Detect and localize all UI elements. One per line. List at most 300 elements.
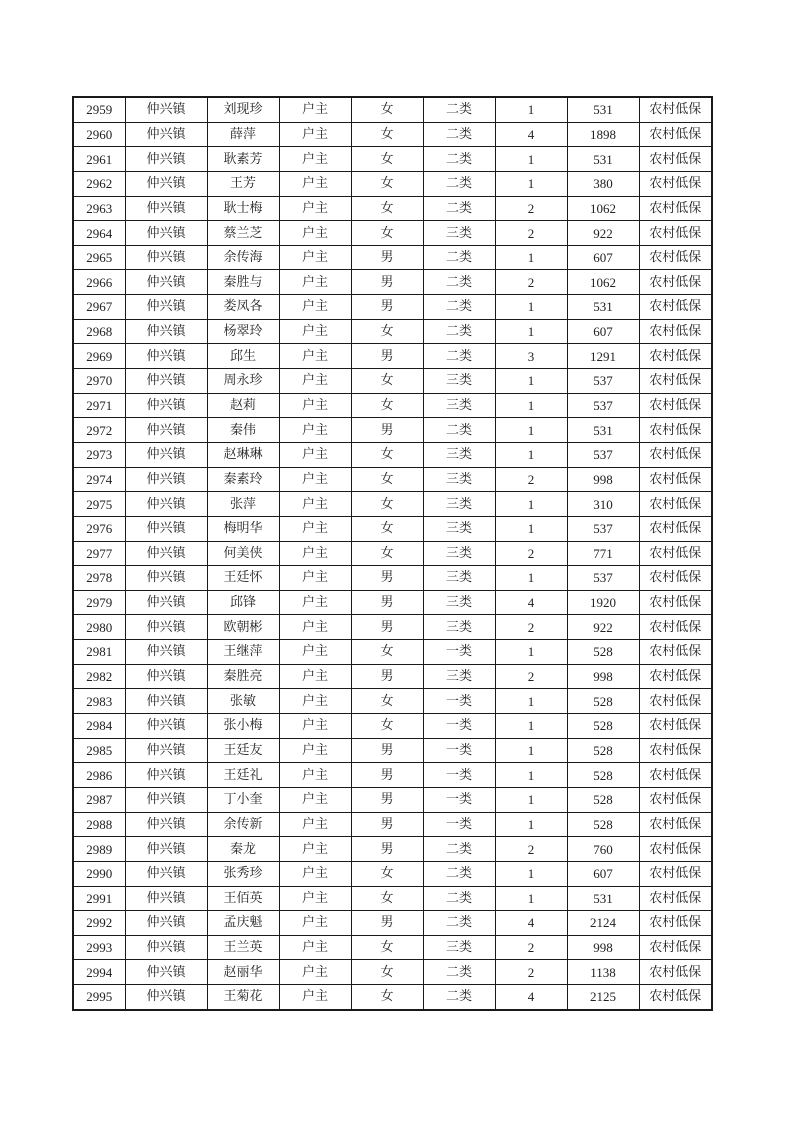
household-size-cell: 1 <box>495 861 567 886</box>
amount-cell: 998 <box>567 935 639 960</box>
category-cell: 三类 <box>423 467 495 492</box>
category-cell: 二类 <box>423 171 495 196</box>
household-size-cell: 1 <box>495 714 567 739</box>
amount-cell: 310 <box>567 492 639 517</box>
assistance-type-cell: 农村低保 <box>639 147 712 172</box>
household-size-cell: 4 <box>495 122 567 147</box>
assistance-type-cell: 农村低保 <box>639 369 712 394</box>
category-cell: 二类 <box>423 985 495 1010</box>
assistance-type-cell: 农村低保 <box>639 837 712 862</box>
gender-cell: 男 <box>351 763 423 788</box>
assistance-type-cell: 农村低保 <box>639 886 712 911</box>
relation-cell: 户主 <box>279 344 351 369</box>
household-size-cell: 1 <box>495 245 567 270</box>
person-name-cell: 蔡兰芝 <box>207 221 279 246</box>
town-cell: 仲兴镇 <box>125 985 207 1010</box>
assistance-type-cell: 农村低保 <box>639 393 712 418</box>
person-name-cell: 张萍 <box>207 492 279 517</box>
amount-cell: 998 <box>567 664 639 689</box>
person-name-cell: 邱生 <box>207 344 279 369</box>
household-size-cell: 1 <box>495 442 567 467</box>
amount-cell: 998 <box>567 467 639 492</box>
amount-cell: 528 <box>567 812 639 837</box>
serial-number-cell: 2961 <box>73 147 125 172</box>
table-row <box>73 763 712 788</box>
gender-cell: 女 <box>351 97 423 122</box>
table-row <box>73 738 712 763</box>
relation-cell: 户主 <box>279 147 351 172</box>
amount-cell: 771 <box>567 541 639 566</box>
person-name-cell: 周永珍 <box>207 369 279 394</box>
relation-cell: 户主 <box>279 935 351 960</box>
serial-number-cell: 2990 <box>73 861 125 886</box>
serial-number-cell: 2993 <box>73 935 125 960</box>
gender-cell: 男 <box>351 911 423 936</box>
household-size-cell: 1 <box>495 738 567 763</box>
amount-cell: 1062 <box>567 270 639 295</box>
household-size-cell: 4 <box>495 590 567 615</box>
household-size-cell: 1 <box>495 812 567 837</box>
serial-number-cell: 2964 <box>73 221 125 246</box>
serial-number-cell: 2971 <box>73 393 125 418</box>
amount-cell: 528 <box>567 689 639 714</box>
category-cell: 二类 <box>423 418 495 443</box>
serial-number-cell: 2978 <box>73 566 125 591</box>
person-name-cell: 王廷礼 <box>207 763 279 788</box>
serial-number-cell: 2976 <box>73 516 125 541</box>
gender-cell: 男 <box>351 787 423 812</box>
town-cell: 仲兴镇 <box>125 393 207 418</box>
relation-cell: 户主 <box>279 615 351 640</box>
town-cell: 仲兴镇 <box>125 147 207 172</box>
town-cell: 仲兴镇 <box>125 615 207 640</box>
table-row <box>73 664 712 689</box>
gender-cell: 男 <box>351 566 423 591</box>
household-size-cell: 1 <box>495 886 567 911</box>
assistance-type-cell: 农村低保 <box>639 245 712 270</box>
table-row <box>73 97 712 122</box>
relation-cell: 户主 <box>279 590 351 615</box>
town-cell: 仲兴镇 <box>125 935 207 960</box>
gender-cell: 女 <box>351 393 423 418</box>
amount-cell: 2124 <box>567 911 639 936</box>
town-cell: 仲兴镇 <box>125 319 207 344</box>
category-cell: 三类 <box>423 221 495 246</box>
household-size-cell: 1 <box>495 689 567 714</box>
person-name-cell: 杨翠玲 <box>207 319 279 344</box>
amount-cell: 1920 <box>567 590 639 615</box>
household-size-cell: 2 <box>495 221 567 246</box>
person-name-cell: 丁小奎 <box>207 787 279 812</box>
assistance-type-cell: 农村低保 <box>639 985 712 1010</box>
town-cell: 仲兴镇 <box>125 344 207 369</box>
table-row <box>73 935 712 960</box>
category-cell: 二类 <box>423 319 495 344</box>
amount-cell: 528 <box>567 714 639 739</box>
person-name-cell: 赵琳琳 <box>207 442 279 467</box>
relation-cell: 户主 <box>279 393 351 418</box>
household-size-cell: 1 <box>495 566 567 591</box>
gender-cell: 男 <box>351 812 423 837</box>
relation-cell: 户主 <box>279 566 351 591</box>
amount-cell: 528 <box>567 738 639 763</box>
person-name-cell: 梅明华 <box>207 516 279 541</box>
town-cell: 仲兴镇 <box>125 886 207 911</box>
town-cell: 仲兴镇 <box>125 418 207 443</box>
household-size-cell: 1 <box>495 418 567 443</box>
relation-cell: 户主 <box>279 886 351 911</box>
household-size-cell: 2 <box>495 935 567 960</box>
amount-cell: 528 <box>567 787 639 812</box>
person-name-cell: 王廷怀 <box>207 566 279 591</box>
town-cell: 仲兴镇 <box>125 492 207 517</box>
table-row <box>73 861 712 886</box>
relation-cell: 户主 <box>279 763 351 788</box>
assistance-roster-table <box>72 96 713 1011</box>
category-cell: 一类 <box>423 812 495 837</box>
town-cell: 仲兴镇 <box>125 590 207 615</box>
category-cell: 二类 <box>423 245 495 270</box>
relation-cell: 户主 <box>279 714 351 739</box>
town-cell: 仲兴镇 <box>125 516 207 541</box>
town-cell: 仲兴镇 <box>125 911 207 936</box>
person-name-cell: 余传海 <box>207 245 279 270</box>
relation-cell: 户主 <box>279 516 351 541</box>
assistance-type-cell: 农村低保 <box>639 541 712 566</box>
assistance-type-cell: 农村低保 <box>639 418 712 443</box>
assistance-type-cell: 农村低保 <box>639 714 712 739</box>
household-size-cell: 2 <box>495 467 567 492</box>
category-cell: 三类 <box>423 615 495 640</box>
household-size-cell: 2 <box>495 664 567 689</box>
amount-cell: 537 <box>567 516 639 541</box>
category-cell: 三类 <box>423 935 495 960</box>
table-row <box>73 911 712 936</box>
serial-number-cell: 2972 <box>73 418 125 443</box>
household-size-cell: 1 <box>495 492 567 517</box>
category-cell: 三类 <box>423 541 495 566</box>
assistance-type-cell: 农村低保 <box>639 221 712 246</box>
household-size-cell: 4 <box>495 985 567 1010</box>
assistance-type-cell: 农村低保 <box>639 295 712 320</box>
person-name-cell: 秦胜亮 <box>207 664 279 689</box>
household-size-cell: 2 <box>495 615 567 640</box>
table-row <box>73 787 712 812</box>
assistance-type-cell: 农村低保 <box>639 97 712 122</box>
serial-number-cell: 2989 <box>73 837 125 862</box>
town-cell: 仲兴镇 <box>125 664 207 689</box>
household-size-cell: 1 <box>495 369 567 394</box>
household-size-cell: 2 <box>495 270 567 295</box>
category-cell: 三类 <box>423 516 495 541</box>
household-size-cell: 1 <box>495 640 567 665</box>
table-row <box>73 295 712 320</box>
category-cell: 二类 <box>423 886 495 911</box>
person-name-cell: 秦伟 <box>207 418 279 443</box>
relation-cell: 户主 <box>279 245 351 270</box>
category-cell: 二类 <box>423 122 495 147</box>
amount-cell: 380 <box>567 171 639 196</box>
serial-number-cell: 2984 <box>73 714 125 739</box>
serial-number-cell: 2985 <box>73 738 125 763</box>
gender-cell: 女 <box>351 640 423 665</box>
serial-number-cell: 2980 <box>73 615 125 640</box>
gender-cell: 女 <box>351 122 423 147</box>
table-row <box>73 640 712 665</box>
town-cell: 仲兴镇 <box>125 442 207 467</box>
serial-number-cell: 2962 <box>73 171 125 196</box>
assistance-type-cell: 农村低保 <box>639 787 712 812</box>
person-name-cell: 秦龙 <box>207 837 279 862</box>
person-name-cell: 娄凤各 <box>207 295 279 320</box>
person-name-cell: 耿士梅 <box>207 196 279 221</box>
amount-cell: 922 <box>567 221 639 246</box>
table-row <box>73 837 712 862</box>
category-cell: 三类 <box>423 590 495 615</box>
assistance-type-cell: 农村低保 <box>639 270 712 295</box>
town-cell: 仲兴镇 <box>125 196 207 221</box>
assistance-type-cell: 农村低保 <box>639 566 712 591</box>
gender-cell: 女 <box>351 541 423 566</box>
serial-number-cell: 2995 <box>73 985 125 1010</box>
person-name-cell: 王芳 <box>207 171 279 196</box>
gender-cell: 女 <box>351 985 423 1010</box>
serial-number-cell: 2988 <box>73 812 125 837</box>
assistance-type-cell: 农村低保 <box>639 664 712 689</box>
amount-cell: 922 <box>567 615 639 640</box>
category-cell: 二类 <box>423 911 495 936</box>
town-cell: 仲兴镇 <box>125 566 207 591</box>
table-body <box>73 97 712 1010</box>
category-cell: 二类 <box>423 861 495 886</box>
category-cell: 二类 <box>423 147 495 172</box>
household-size-cell: 1 <box>495 319 567 344</box>
person-name-cell: 秦胜与 <box>207 270 279 295</box>
town-cell: 仲兴镇 <box>125 960 207 985</box>
category-cell: 一类 <box>423 763 495 788</box>
household-size-cell: 2 <box>495 960 567 985</box>
serial-number-cell: 2981 <box>73 640 125 665</box>
serial-number-cell: 2986 <box>73 763 125 788</box>
household-size-cell: 2 <box>495 837 567 862</box>
household-size-cell: 1 <box>495 147 567 172</box>
category-cell: 一类 <box>423 640 495 665</box>
serial-number-cell: 2966 <box>73 270 125 295</box>
table-row <box>73 245 712 270</box>
person-name-cell: 耿素芳 <box>207 147 279 172</box>
serial-number-cell: 2963 <box>73 196 125 221</box>
table-row <box>73 492 712 517</box>
household-size-cell: 2 <box>495 541 567 566</box>
amount-cell: 537 <box>567 566 639 591</box>
person-name-cell: 孟庆魁 <box>207 911 279 936</box>
gender-cell: 女 <box>351 935 423 960</box>
serial-number-cell: 2965 <box>73 245 125 270</box>
serial-number-cell: 2974 <box>73 467 125 492</box>
assistance-type-cell: 农村低保 <box>639 319 712 344</box>
amount-cell: 760 <box>567 837 639 862</box>
table-row <box>73 196 712 221</box>
table-row <box>73 442 712 467</box>
gender-cell: 男 <box>351 590 423 615</box>
amount-cell: 528 <box>567 763 639 788</box>
serial-number-cell: 2994 <box>73 960 125 985</box>
town-cell: 仲兴镇 <box>125 122 207 147</box>
gender-cell: 男 <box>351 270 423 295</box>
category-cell: 二类 <box>423 196 495 221</box>
assistance-type-cell: 农村低保 <box>639 467 712 492</box>
gender-cell: 女 <box>351 689 423 714</box>
serial-number-cell: 2979 <box>73 590 125 615</box>
amount-cell: 537 <box>567 442 639 467</box>
table-row <box>73 516 712 541</box>
person-name-cell: 张小梅 <box>207 714 279 739</box>
gender-cell: 男 <box>351 295 423 320</box>
amount-cell: 531 <box>567 295 639 320</box>
amount-cell: 537 <box>567 393 639 418</box>
assistance-type-cell: 农村低保 <box>639 689 712 714</box>
category-cell: 一类 <box>423 787 495 812</box>
table-row <box>73 393 712 418</box>
gender-cell: 男 <box>351 418 423 443</box>
gender-cell: 女 <box>351 196 423 221</box>
town-cell: 仲兴镇 <box>125 270 207 295</box>
household-size-cell: 1 <box>495 393 567 418</box>
relation-cell: 户主 <box>279 467 351 492</box>
relation-cell: 户主 <box>279 492 351 517</box>
amount-cell: 2125 <box>567 985 639 1010</box>
gender-cell: 男 <box>351 344 423 369</box>
gender-cell: 女 <box>351 171 423 196</box>
town-cell: 仲兴镇 <box>125 738 207 763</box>
town-cell: 仲兴镇 <box>125 295 207 320</box>
gender-cell: 女 <box>351 442 423 467</box>
household-size-cell: 1 <box>495 97 567 122</box>
serial-number-cell: 2970 <box>73 369 125 394</box>
relation-cell: 户主 <box>279 911 351 936</box>
category-cell: 三类 <box>423 664 495 689</box>
person-name-cell: 邱锋 <box>207 590 279 615</box>
amount-cell: 537 <box>567 369 639 394</box>
amount-cell: 607 <box>567 319 639 344</box>
relation-cell: 户主 <box>279 171 351 196</box>
gender-cell: 女 <box>351 369 423 394</box>
category-cell: 二类 <box>423 295 495 320</box>
person-name-cell: 赵丽华 <box>207 960 279 985</box>
person-name-cell: 欧朝彬 <box>207 615 279 640</box>
assistance-type-cell: 农村低保 <box>639 911 712 936</box>
relation-cell: 户主 <box>279 369 351 394</box>
gender-cell: 女 <box>351 319 423 344</box>
relation-cell: 户主 <box>279 640 351 665</box>
relation-cell: 户主 <box>279 787 351 812</box>
category-cell: 三类 <box>423 393 495 418</box>
relation-cell: 户主 <box>279 319 351 344</box>
assistance-type-cell: 农村低保 <box>639 640 712 665</box>
table-row <box>73 590 712 615</box>
serial-number-cell: 2959 <box>73 97 125 122</box>
table-row <box>73 147 712 172</box>
serial-number-cell: 2960 <box>73 122 125 147</box>
household-size-cell: 1 <box>495 295 567 320</box>
person-name-cell: 何美侠 <box>207 541 279 566</box>
serial-number-cell: 2991 <box>73 886 125 911</box>
category-cell: 二类 <box>423 344 495 369</box>
relation-cell: 户主 <box>279 861 351 886</box>
category-cell: 三类 <box>423 492 495 517</box>
gender-cell: 女 <box>351 492 423 517</box>
serial-number-cell: 2992 <box>73 911 125 936</box>
amount-cell: 607 <box>567 861 639 886</box>
serial-number-cell: 2977 <box>73 541 125 566</box>
gender-cell: 女 <box>351 960 423 985</box>
town-cell: 仲兴镇 <box>125 467 207 492</box>
table-row <box>73 270 712 295</box>
table-row <box>73 689 712 714</box>
category-cell: 三类 <box>423 442 495 467</box>
person-name-cell: 王兰英 <box>207 935 279 960</box>
gender-cell: 女 <box>351 886 423 911</box>
relation-cell: 户主 <box>279 221 351 246</box>
amount-cell: 1138 <box>567 960 639 985</box>
relation-cell: 户主 <box>279 541 351 566</box>
person-name-cell: 赵莉 <box>207 393 279 418</box>
gender-cell: 男 <box>351 245 423 270</box>
town-cell: 仲兴镇 <box>125 787 207 812</box>
town-cell: 仲兴镇 <box>125 714 207 739</box>
table-row <box>73 541 712 566</box>
town-cell: 仲兴镇 <box>125 812 207 837</box>
assistance-type-cell: 农村低保 <box>639 344 712 369</box>
amount-cell: 531 <box>567 886 639 911</box>
relation-cell: 户主 <box>279 122 351 147</box>
town-cell: 仲兴镇 <box>125 640 207 665</box>
gender-cell: 女 <box>351 147 423 172</box>
relation-cell: 户主 <box>279 442 351 467</box>
category-cell: 三类 <box>423 369 495 394</box>
town-cell: 仲兴镇 <box>125 689 207 714</box>
household-size-cell: 1 <box>495 763 567 788</box>
table-row <box>73 467 712 492</box>
amount-cell: 607 <box>567 245 639 270</box>
relation-cell: 户主 <box>279 196 351 221</box>
person-name-cell: 王廷友 <box>207 738 279 763</box>
amount-cell: 1062 <box>567 196 639 221</box>
table-row <box>73 221 712 246</box>
relation-cell: 户主 <box>279 738 351 763</box>
serial-number-cell: 2975 <box>73 492 125 517</box>
gender-cell: 女 <box>351 861 423 886</box>
category-cell: 三类 <box>423 566 495 591</box>
amount-cell: 1898 <box>567 122 639 147</box>
serial-number-cell: 2973 <box>73 442 125 467</box>
person-name-cell: 薛萍 <box>207 122 279 147</box>
gender-cell: 男 <box>351 738 423 763</box>
gender-cell: 女 <box>351 516 423 541</box>
person-name-cell: 王菊花 <box>207 985 279 1010</box>
table-row <box>73 615 712 640</box>
gender-cell: 男 <box>351 664 423 689</box>
town-cell: 仲兴镇 <box>125 763 207 788</box>
gender-cell: 女 <box>351 221 423 246</box>
assistance-type-cell: 农村低保 <box>639 615 712 640</box>
serial-number-cell: 2969 <box>73 344 125 369</box>
amount-cell: 531 <box>567 97 639 122</box>
assistance-type-cell: 农村低保 <box>639 763 712 788</box>
assistance-type-cell: 农村低保 <box>639 196 712 221</box>
amount-cell: 531 <box>567 147 639 172</box>
table-row <box>73 714 712 739</box>
